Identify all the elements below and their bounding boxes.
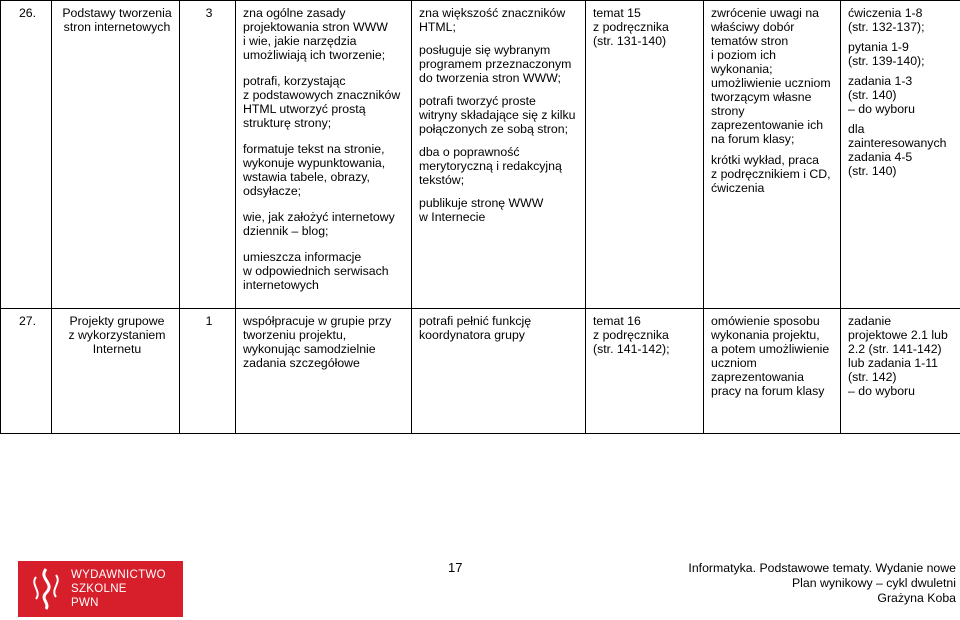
extended-requirements-cell: [412, 1, 586, 309]
basic-requirements-cell: [236, 309, 412, 434]
method-item: zwrócenie uwagi na właściwy dobór tematów stron i poziom ich wykonania; umożliwienie uczniom tworzącym własne strony zaprezentowanie ich na forum klasy;: [711, 6, 831, 146]
requirement-item: formatuje tekst na stronie, wykonuje wypunktowania, wstawia tabele, obrazy, odsyłacze;: [243, 142, 386, 198]
requirement-item: potrafi tworzyć proste witryny składające się z kilku połączonych ze sobą stron;: [419, 94, 576, 136]
methods-cell: [704, 1, 841, 309]
footer-line-subtitle: Plan wynikowy – cykl dwuletni: [791, 576, 956, 590]
basic-requirements-cell: [236, 1, 412, 309]
lesson-hours: 1: [180, 309, 236, 434]
flame-icon: [28, 567, 64, 611]
textbook-reference: temat 16 z podręcznika (str. 141-142);: [586, 309, 704, 434]
requirement-item: współpracuje w grupie przy tworzeniu projektu, wykonując samodzielnie zadania szczegółowe: [243, 314, 392, 370]
requirement-item: wie, jak założyć internetowy dziennik – blog;: [243, 210, 395, 238]
lesson-topic: Projekty grupowe z wykorzystaniem Internetu: [52, 309, 180, 434]
requirement-item: zna większość znaczników HTML;: [419, 6, 566, 34]
requirement-item: dba o poprawność merytoryczną i redakcyjną tekstów;: [419, 145, 562, 187]
lesson-hours: 3: [180, 1, 236, 309]
table-row: [1, 1, 960, 309]
requirement-item: umieszcza informacje w odpowiednich serwisach internetowych: [243, 250, 389, 292]
lesson-number: 26.: [1, 1, 52, 309]
exercise-item: pytania 1-9 (str. 139-140);: [848, 40, 925, 68]
extended-requirements-cell: [412, 309, 586, 434]
lesson-number: 27.: [1, 309, 52, 434]
lesson-topic: Podstawy tworzenia stron internetowych: [52, 1, 180, 309]
methods-cell: [704, 309, 841, 434]
requirement-item: zna ogólne zasady projektowania stron WWW i wie, jakie narzędzia umożliwiają ich tworzenie;: [243, 6, 388, 62]
publisher-logo: [18, 561, 183, 617]
exercises-cell: [841, 1, 960, 309]
exercise-item: dla zainteresowanych zadania 4-5 (str. 140): [848, 122, 947, 178]
footer-credits: [688, 561, 956, 606]
requirement-item: publikuje stronę WWW w Internecie: [419, 196, 544, 224]
requirement-item: posługuje się wybranym programem przeznaczonym do tworzenia stron WWW;: [419, 43, 572, 85]
textbook-reference: temat 15 z podręcznika (str. 131-140): [586, 1, 704, 309]
exercise-item: zadania 1-3 (str. 140) – do wyboru: [848, 74, 915, 116]
footer-line-title: Informatyka. Podstawowe tematy. Wydanie nowe: [688, 561, 956, 575]
exercise-item: ćwiczenia 1-8 (str. 132-137);: [848, 6, 925, 34]
requirement-item: potrafi pełnić funkcję koordynatora grupy: [419, 314, 532, 342]
footer-line-author: Grażyna Koba: [877, 591, 956, 605]
exercise-item: zadanie projektowe 2.1 lub 2.2 (str. 141-142) lub zadania 1-11 (str. 142) – do wyboru: [848, 314, 948, 398]
table-row: [1, 309, 960, 434]
requirement-item: potrafi, korzystając z podstawowych znaczników HTML utworzyć prostą strukturę strony;: [243, 74, 401, 130]
page-footer: [0, 540, 960, 620]
method-item: omówienie sposobu wykonania projektu, a potem umożliwienie uczniom zaprezentowania pracy na forum klasy: [711, 314, 830, 398]
method-item: krótki wykład, praca z podręcznikiem i CD, ćwiczenia: [711, 153, 831, 195]
page-number: 17: [448, 560, 463, 575]
logo-text: WYDAWNICTWO SZKOLNE PWN: [71, 569, 166, 609]
exercises-cell: [841, 309, 960, 434]
